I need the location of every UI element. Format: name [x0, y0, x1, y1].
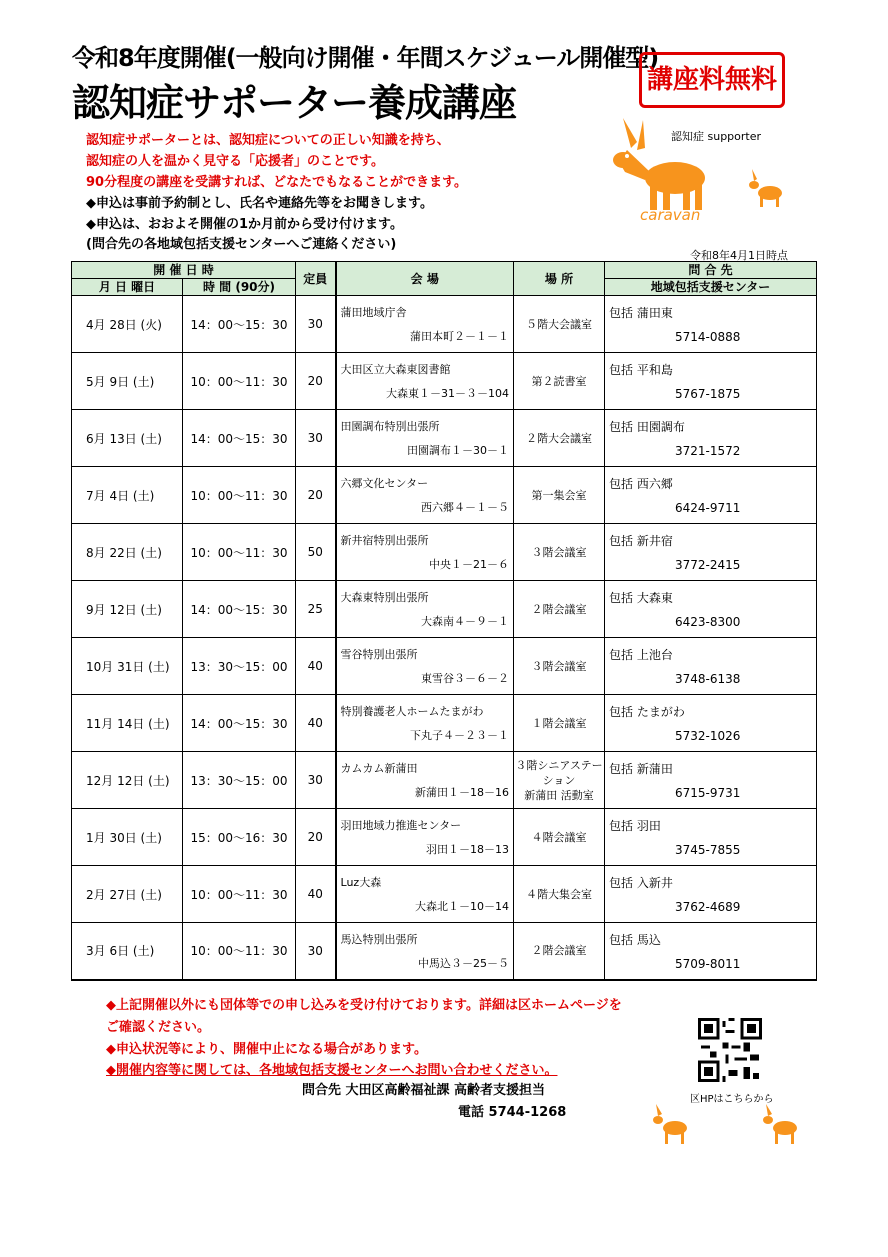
- room-line-1: ３階会議室: [531, 659, 587, 673]
- session-venue: [336, 296, 514, 353]
- venue-name: 羽田地域力推進センター: [340, 819, 462, 832]
- session-contact: [605, 410, 817, 467]
- table-row: [72, 296, 817, 353]
- session-contact: [605, 524, 817, 581]
- session-date: 5月 9日 (土): [72, 353, 183, 410]
- session-room: [514, 524, 605, 581]
- table-row: [72, 752, 817, 809]
- room-line-1: ４階大集会室: [526, 887, 593, 901]
- venue-name: 田園調布特別出張所: [340, 420, 440, 433]
- session-contact: [605, 296, 817, 353]
- venue-address: 大森北１－10－14: [415, 900, 510, 913]
- room-line-1: ３階シニアステーション: [515, 758, 603, 787]
- venue-address: 中馬込３－25－５: [418, 956, 510, 970]
- intro-line-5: ◆申込は、おおよそ開催の1か月前から受け付けます。: [86, 217, 404, 232]
- table-row: [72, 410, 817, 467]
- venue-address: 大森東１－31－３－104: [386, 387, 510, 400]
- session-contact: [605, 695, 817, 752]
- session-capacity: 20: [296, 353, 336, 410]
- header-datetime: 開 催 日 時: [72, 262, 296, 279]
- session-date: 10月 31日 (土): [72, 638, 183, 695]
- session-venue: [336, 467, 514, 524]
- header-date-sub: 月 日 曜日: [72, 279, 183, 296]
- session-date: 3月 6日 (土): [72, 923, 183, 980]
- center-phone: 5714-0888: [675, 330, 741, 344]
- session-contact: [605, 581, 817, 638]
- session-time: 14：00～15：30: [183, 695, 296, 752]
- session-date: 11月 14日 (土): [72, 695, 183, 752]
- session-date: 12月 12日 (土): [72, 752, 183, 809]
- session-room: [514, 752, 605, 809]
- header-time-sub: 時 間 (90分): [183, 279, 296, 296]
- center-name: 包括 田園調布: [609, 420, 685, 434]
- footer-contact: 問合先 大田区高齢福祉課 高齢者支援担当: [302, 1083, 546, 1098]
- header-venue: 会 場: [336, 262, 514, 296]
- schedule-table: [71, 261, 817, 981]
- session-contact: [605, 923, 817, 980]
- note-line-1: ◆上記開催以外にも団体等での申し込みを受け付けております。詳細は区ホームページを: [106, 998, 622, 1013]
- venue-address: 下丸子４－２３－１: [410, 729, 510, 742]
- table-row: [72, 581, 817, 638]
- venue-name: 蒲田地域庁舎: [340, 306, 407, 319]
- session-venue: [336, 524, 514, 581]
- room-line-1: ３階会議室: [531, 545, 587, 559]
- session-contact: [605, 809, 817, 866]
- qr-code[interactable]: [698, 1018, 762, 1082]
- session-date: 8月 22日 (土): [72, 524, 183, 581]
- center-name: 包括 新井宿: [609, 534, 673, 548]
- table-row: [72, 353, 817, 410]
- table-row: [72, 809, 817, 866]
- session-capacity: 30: [296, 923, 336, 980]
- session-venue: [336, 866, 514, 923]
- free-fee-badge: 講座料無料: [639, 52, 785, 108]
- room-line-1: ２階会議室: [531, 602, 587, 616]
- center-phone: 3745-7855: [675, 843, 741, 857]
- session-time: 10：00～11：30: [183, 923, 296, 980]
- venue-name: Luz大森: [340, 876, 382, 889]
- venue-address: 東雪谷３－６－２: [421, 672, 510, 685]
- room-line-1: ４階会議室: [531, 830, 587, 844]
- venue-name: 新井宿特別出張所: [340, 534, 429, 547]
- session-date: 9月 12日 (土): [72, 581, 183, 638]
- center-name: 包括 羽田: [609, 819, 661, 833]
- session-room: [514, 296, 605, 353]
- session-time: 13：30～15：00: [183, 752, 296, 809]
- session-date: 7月 4日 (土): [72, 467, 183, 524]
- center-phone: 5709-8011: [675, 956, 741, 971]
- qr-code-icon: [698, 1018, 762, 1082]
- center-phone: 6424-9711: [675, 501, 741, 515]
- center-name: 包括 新蒲田: [609, 762, 673, 776]
- venue-name: 六郷文化センター: [340, 477, 429, 490]
- footer-mascot-right: [755, 1102, 811, 1152]
- session-contact: [605, 752, 817, 809]
- qr-caption: 区HPはこちらから: [690, 1094, 774, 1105]
- session-venue: [336, 581, 514, 638]
- table-row: [72, 866, 817, 923]
- session-time: 10：00～11：30: [183, 467, 296, 524]
- logo-text-top: 認知症 supporter: [671, 130, 762, 143]
- session-contact: [605, 353, 817, 410]
- center-name: 包括 西六郷: [609, 477, 673, 491]
- session-date: 4月 28日 (火): [72, 296, 183, 353]
- venue-name: 特別養護老人ホームたまがわ: [340, 705, 484, 718]
- intro-line-1: 認知症サポーターとは、認知症についての正しい知識を持ち、: [86, 133, 450, 148]
- room-line-1: 第一集会室: [531, 488, 587, 502]
- session-room: [514, 923, 605, 980]
- intro-line-3: 90分程度の講座を受講すれば、どなたでもなることができます。: [86, 175, 468, 190]
- center-name: 包括 平和島: [609, 363, 673, 377]
- table-row: [72, 695, 817, 752]
- table-row: [72, 923, 817, 980]
- logo-text-bottom: caravan: [640, 206, 701, 224]
- session-capacity: 50: [296, 524, 336, 581]
- session-venue: [336, 410, 514, 467]
- center-phone: 6715-9731: [675, 786, 741, 800]
- session-room: [514, 695, 605, 752]
- intro-line-4: ◆申込は事前予約制とし、氏名や連絡先等をお聞きします。: [86, 196, 433, 211]
- note-line-2: ご確認ください。: [106, 1020, 211, 1035]
- as-of-date: 令和8年4月1日時点: [690, 249, 788, 262]
- header-contact-sub: 地域包括支援センター: [605, 279, 817, 296]
- session-contact: [605, 638, 817, 695]
- event-subtitle: 令和8年度開催(一般向け開催・年間スケジュール開催型): [72, 44, 659, 72]
- venue-name: 大田区立大森東図書館: [340, 363, 451, 376]
- venue-name: 雪谷特別出張所: [340, 648, 418, 661]
- venue-address: 蒲田本町２－１－１: [410, 330, 510, 343]
- session-time: 14：00～15：30: [183, 296, 296, 353]
- session-room: [514, 581, 605, 638]
- room-line-1: 第２読書室: [531, 374, 587, 388]
- venue-name: 馬込特別出張所: [340, 933, 418, 946]
- session-capacity: 30: [296, 410, 336, 467]
- note-line-3: ◆申込状況等により、開催中止になる場合があります。: [106, 1042, 427, 1057]
- room-line-1: １階会議室: [531, 716, 587, 730]
- intro-line-6: (問合先の各地域包括支援センターへご連絡ください): [86, 237, 397, 252]
- session-capacity: 30: [296, 296, 336, 353]
- session-time: 15：00～16：30: [183, 809, 296, 866]
- center-phone: 3721-1572: [675, 444, 741, 458]
- venue-address: 大森南４－９－１: [421, 615, 510, 628]
- room-line-2: 新蒲田 活動室: [524, 788, 594, 802]
- session-contact: [605, 866, 817, 923]
- session-time: 14：00～15：30: [183, 410, 296, 467]
- intro-line-2: 認知症の人を温かく見守る「応援者」のことです。: [86, 154, 384, 169]
- center-phone: 3762-4689: [675, 900, 741, 914]
- venue-address: 羽田１－18－13: [426, 843, 510, 856]
- session-venue: [336, 638, 514, 695]
- session-time: 14：00～15：30: [183, 581, 296, 638]
- venue-name: 大森東特別出張所: [340, 591, 429, 604]
- footer-mascot-left: [645, 1102, 701, 1152]
- center-name: 包括 たまがわ: [609, 705, 685, 719]
- session-capacity: 20: [296, 809, 336, 866]
- venue-address: 西六郷４－１－５: [421, 501, 510, 514]
- session-venue: [336, 809, 514, 866]
- venue-name: カムカム新蒲田: [340, 762, 418, 775]
- center-name: 包括 上池台: [609, 648, 673, 662]
- header-capacity: 定員: [296, 262, 336, 296]
- center-phone: 5732-1026: [675, 729, 741, 743]
- page-title: 認知症サポーター養成講座: [72, 81, 517, 125]
- donkey-mascot-icon: [755, 1102, 811, 1152]
- session-venue: [336, 695, 514, 752]
- session-venue: [336, 353, 514, 410]
- header-place: 場 所: [514, 262, 605, 296]
- donkey-mascot-icon: [740, 165, 800, 215]
- session-time: 13：30～15：00: [183, 638, 296, 695]
- session-capacity: 40: [296, 638, 336, 695]
- session-room: [514, 410, 605, 467]
- session-capacity: 20: [296, 467, 336, 524]
- session-contact: [605, 467, 817, 524]
- session-room: [514, 353, 605, 410]
- center-phone: 6423-8300: [675, 615, 741, 629]
- session-date: 6月 13日 (土): [72, 410, 183, 467]
- session-capacity: 30: [296, 752, 336, 809]
- center-phone: 3748-6138: [675, 672, 741, 686]
- center-name: 包括 大森東: [609, 591, 673, 605]
- session-time: 10：00～11：30: [183, 866, 296, 923]
- session-room: [514, 467, 605, 524]
- center-name: 包括 馬込: [609, 933, 661, 947]
- donkey-mascot-icon: [645, 1102, 701, 1152]
- session-date: 1月 30日 (土): [72, 809, 183, 866]
- table-row: [72, 467, 817, 524]
- session-room: [514, 638, 605, 695]
- note-line-4: ◆開催内容等に関しては、各地域包括支援センターへお問い合わせください。: [106, 1063, 558, 1078]
- room-line-1: ２階会議室: [531, 944, 587, 958]
- center-name: 包括 蒲田東: [609, 306, 673, 320]
- center-name: 包括 入新井: [609, 876, 673, 890]
- session-capacity: 40: [296, 695, 336, 752]
- session-venue: [336, 923, 514, 980]
- venue-address: 新蒲田１－18－16: [415, 786, 510, 799]
- session-venue: [336, 752, 514, 809]
- table-row: [72, 524, 817, 581]
- small-mascot-logo: [740, 165, 800, 215]
- center-phone: 3772-2415: [675, 558, 741, 572]
- session-date: 2月 27日 (土): [72, 866, 183, 923]
- center-phone: 5767-1875: [675, 387, 741, 401]
- venue-address: 中央１－21－６: [429, 558, 510, 571]
- room-line-1: ２階大会議室: [526, 431, 593, 445]
- session-room: [514, 866, 605, 923]
- header-contact: 問 合 先: [605, 262, 817, 279]
- venue-address: 田園調布１－30－１: [407, 444, 510, 457]
- session-time: 10：00～11：30: [183, 353, 296, 410]
- table-row: [72, 638, 817, 695]
- room-line-1: ５階大会議室: [526, 317, 593, 331]
- footer-phone: 電話 5744-1268: [458, 1105, 567, 1120]
- session-capacity: 40: [296, 866, 336, 923]
- session-room: [514, 809, 605, 866]
- session-capacity: 25: [296, 581, 336, 638]
- session-time: 10：00～11：30: [183, 524, 296, 581]
